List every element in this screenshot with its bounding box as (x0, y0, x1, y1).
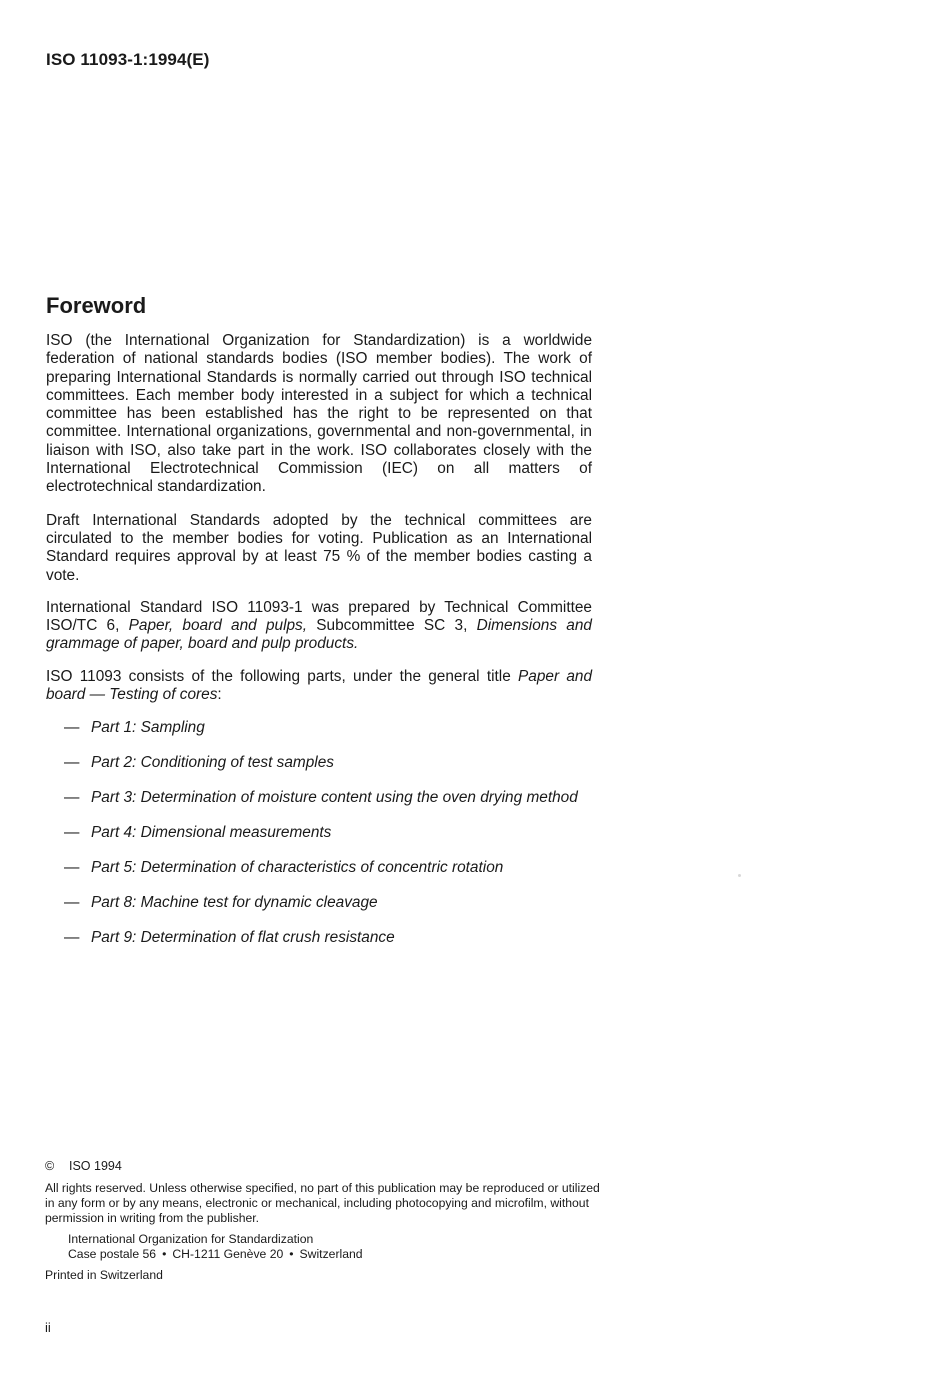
part-title: Part 1: Sampling (91, 719, 205, 737)
list-item (46, 823, 592, 843)
list-item (46, 753, 592, 773)
para4-text-before: ISO 11093 consists of the following parts, under the general title (46, 667, 519, 685)
bullet-separator: • (162, 1247, 167, 1261)
address-city: CH-1211 Genève 20 (172, 1247, 284, 1261)
para3-text-middle: Subcommittee SC 3, (307, 617, 477, 635)
para4-text-after: : (217, 686, 222, 704)
part-title: Part 8: Machine test for dynamic cleavage (91, 894, 378, 912)
list-item (46, 928, 592, 948)
part-title: Part 9: Determination of flat crush resistance (91, 929, 395, 947)
list-item (46, 788, 592, 808)
page-number: ii (45, 1320, 51, 1335)
copyright-year: ISO 1994 (69, 1159, 122, 1173)
part-title: Part 2: Conditioning of test samples (91, 754, 334, 772)
address-country: Switzerland (299, 1247, 363, 1261)
list-item (46, 858, 592, 878)
general-title: Paper and board — Testing of cores (46, 667, 592, 704)
list-dash: — (64, 859, 80, 877)
foreword-paragraph-2: Draft International Standards adopted by the technical committees are circulated to the member bodies for voting. Publication as an International Standard requires approval by at least 75 % of the member bodies casting a vote. (46, 511, 592, 584)
committee-title: Paper, board and pulps, (128, 617, 308, 635)
foreword-paragraph-3 (46, 599, 592, 654)
address-postbox: Case postale 56 (68, 1247, 157, 1261)
foreword-heading: Foreword (46, 293, 147, 318)
part-title: Part 3: Determination of moisture content using the oven drying method (91, 789, 578, 807)
list-dash: — (64, 754, 80, 772)
bullet-separator: • (289, 1247, 294, 1261)
list-dash: — (64, 719, 80, 737)
rights-statement: All rights reserved. Unless otherwise specified, no part of this publication may be reproduced or utilized in any form or by any means, electronic or mechanical, including photocopying and microfilm, without permission in writing from the publisher. (45, 1181, 600, 1225)
copyright-notice (45, 1159, 605, 1174)
printed-in: Printed in Switzerland (45, 1268, 163, 1282)
publisher-address (68, 1232, 605, 1262)
publisher-name: International Organization for Standardization (68, 1232, 314, 1246)
list-dash: — (64, 929, 80, 947)
scan-speck (738, 874, 741, 877)
list-dash: — (64, 824, 80, 842)
postal-address (68, 1247, 605, 1262)
para3-text-before: International Standard ISO 11093-1 was prepared by Technical Committee ISO/TC 6, (46, 598, 592, 635)
foreword-paragraph-1: ISO (the International Organization for Standardization) is a worldwide federation of national standards bodies (ISO member bodies). The work of preparing International Standards is normally carried out through ISO technical committees. Each member body interested in a subject for which a technical committee has been established has the right to be represented on that committee. International organizations, governmental and non-governmental, in liaison with ISO, also take part in the work. ISO collaborates closely with the International Electrotechnical Commission (IEC) on all matters of electrotechnical standardization. (46, 332, 592, 496)
document-id: ISO 11093-1:1994(E) (46, 50, 210, 69)
part-title: Part 4: Dimensional measurements (91, 824, 332, 842)
foreword-paragraph-4 (46, 668, 592, 705)
foreword-body (46, 332, 592, 963)
copyright-block (45, 1159, 605, 1283)
list-item (46, 893, 592, 913)
parts-list (46, 718, 592, 948)
list-dash: — (64, 894, 80, 912)
list-dash: — (64, 789, 80, 807)
part-title: Part 5: Determination of characteristics of concentric rotation (91, 859, 504, 877)
subcommittee-title: Dimensions and grammage of paper, board and pulp products. (46, 617, 592, 653)
copyright-icon: © (45, 1159, 55, 1173)
list-item (46, 718, 592, 738)
